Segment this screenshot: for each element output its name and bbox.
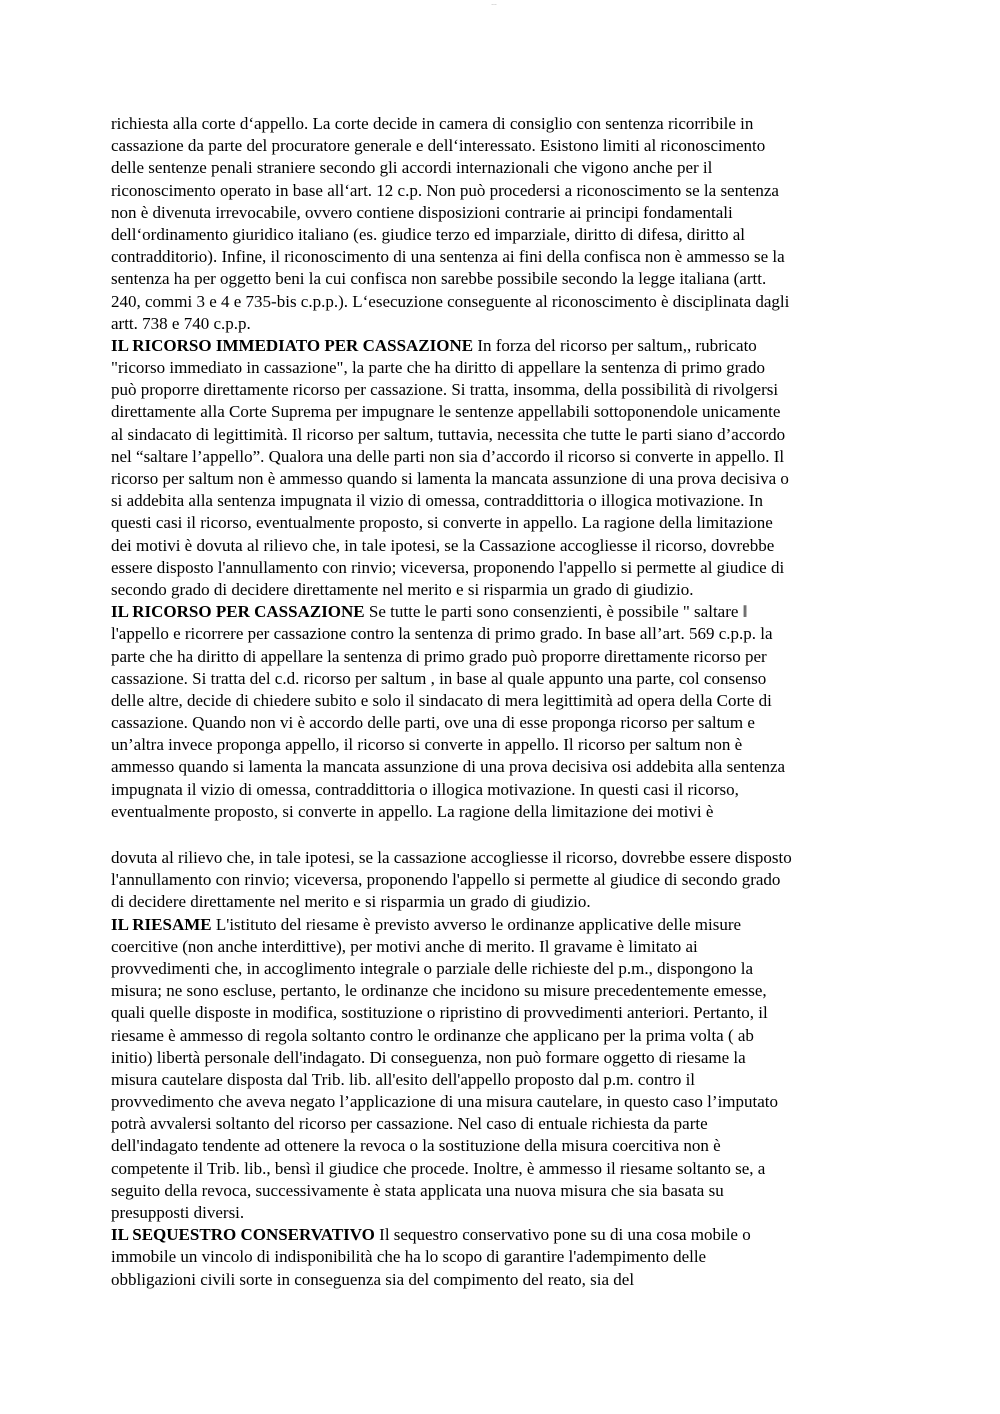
line-text: competente il Trib. lib., bensì il giudice che procede. Inoltre, è ammesso il riesame soltanto se, a (111, 1158, 766, 1178)
text-line (111, 1180, 891, 1202)
line-text: coercitive (non anche interdittive), per motivi anche di merito. Il gravame è limitato ai (111, 936, 698, 956)
text-line (111, 1246, 891, 1268)
text-line (111, 936, 891, 958)
line-text: può proporre direttamente ricorso per cassazione. Si tratta, insomma, della possibilità di rivolgersi (111, 380, 779, 400)
text-line (111, 623, 891, 645)
line-text: immobile un vincolo di indisponibilità che ha lo scopo di garantire l'adempimento delle (111, 1247, 707, 1267)
line-text: seguito della revoca, successivamente è stata applicata una nuova misura che sia basata su (111, 1180, 724, 1200)
line-text: 240, commi 3 e 4 e 735-bis c.p.p.). L‘esecuzione conseguente al riconoscimento è disciplinata dagli (111, 291, 790, 311)
text-line (111, 980, 891, 1002)
text-line (111, 1069, 891, 1091)
line-text: ammesso quando si lamenta la mancata assunzione di una prova decisiva osi addebita alla sentenza (111, 757, 786, 777)
line-text: al sindacato di legittimità. Il ricorso per saltum, tuttavia, necessita che tutte le parti siano d’accordo (111, 424, 786, 444)
text-line (111, 756, 891, 778)
text-block-lower (111, 847, 891, 1291)
line-text: nel “saltare l’appello”. Qualora una delle parti non sia d’accordo il ricorso si converte in appello. Il (111, 446, 785, 466)
line-text: di decidere direttamente nel merito e si risparmia un grado di giudizio. (111, 892, 591, 912)
text-line (111, 869, 891, 891)
line-text: direttamente alla Corte Suprema per impugnare le sentenze appellabili sottoponendole unicamente (111, 402, 781, 422)
text-line (111, 1002, 891, 1024)
line-text: non è divenuta irrevocabile, ovvero contiene disposizioni contrarie ai principi fondamentali (111, 202, 733, 222)
text-line (111, 1135, 891, 1157)
line-text: Il sequestro conservativo pone su di una cosa mobile o (374, 1225, 751, 1245)
line-text: misura; ne sono escluse, pertanto, le ordinanze che incidono su misure precedentemente emesse, (111, 981, 767, 1001)
line-text: questi casi il ricorso, eventualmente proposto, si converte in appello. La ragione della limitazione (111, 513, 773, 533)
text-line (111, 847, 891, 869)
text-line (111, 712, 891, 734)
line-text: presupposti diversi. (111, 1203, 245, 1222)
line-text: misura cautelare disposta dal Trib. lib. all'esito dell'appello proposto dal p.m. contro il (111, 1069, 696, 1089)
line-text: In forza del ricorso per saltum,, rubricato (473, 335, 757, 355)
section-heading: IL RICORSO PER CASSAZIONE (111, 602, 365, 622)
section-heading: IL RICORSO IMMEDIATO PER CASSAZIONE (111, 335, 474, 355)
line-text: potrà avvalersi soltanto del ricorso per cassazione. Nel caso di entuale richiesta da parte (111, 1114, 708, 1134)
text-line (111, 601, 891, 623)
text-line (111, 557, 891, 579)
page-header-mark: … (491, 1, 497, 7)
line-text: delle sentenze penali straniere secondo gli accordi internazionali che vigono anche per il (111, 158, 713, 178)
line-text: cassazione. Quando non vi è accordo delle parti, ove una di esse proponga ricorso per saltum e (111, 713, 755, 733)
text-line (111, 401, 891, 423)
line-text: Se tutte le parti sono consenzienti, è possibile " saltare ‖ (364, 602, 748, 622)
text-line (111, 335, 891, 357)
line-text: riesame è ammesso di regola soltanto contro le ordinanze che applicano per la prima volta ( ab (111, 1025, 754, 1045)
text-line (111, 1269, 891, 1291)
line-text: essere disposto l'annullamento con rinvio; viceversa, proponendo l'appello si permette al giudice di (111, 557, 785, 577)
line-text: secondo grado di decidere direttamente nel merito e si risparmia un grado di giudizio. (111, 579, 694, 599)
text-line (111, 313, 891, 335)
line-text: provvedimento che aveva negato l’applicazione di una misura cautelare, in questo caso l’imputato (111, 1092, 779, 1112)
line-text: delle altre, decide di chiedere subito e solo il sindacato di mera legittimità ad opera della Corte di (111, 690, 772, 710)
text-line (111, 512, 891, 534)
line-text: "ricorso immediato in cassazione", la parte che ha diritto di appellare la sentenza di primo grado (111, 358, 765, 378)
line-text: un’altra invece proponga appello, il ricorso si converte in appello. Il ricorso per saltum non è (111, 735, 743, 755)
text-line (111, 1047, 891, 1069)
line-text: dei motivi è dovuta al rilievo che, in tale ipotesi, se la Cassazione accogliesse il ricorso, dovrebbe (111, 535, 775, 555)
text-line (111, 268, 891, 290)
text-line (111, 468, 891, 490)
text-line (111, 357, 891, 379)
text-line (111, 1113, 891, 1135)
text-line (111, 157, 891, 179)
line-text: ricorso per saltum non è ammesso quando si lamenta la mancata assunzione di una prova decisiva o (111, 469, 789, 488)
line-text: richiesta alla corte d‘appello. La corte decide in camera di consiglio con sentenza ricorribile in (111, 114, 754, 133)
line-text: L'istituto del riesame è previsto avverso le ordinanze applicative delle misure (211, 914, 742, 934)
text-line (111, 1091, 891, 1113)
line-text: dell'indagato tendente ad ottenere la revoca o la sostituzione della misura coercitiva non è (111, 1136, 721, 1156)
line-text: l'appello e ricorrere per cassazione contro la sentenza di primo grado. In base all’art. 569 c.p.p. la (111, 624, 773, 644)
line-text: impugnata il vizio di omessa, contraddittoria o illogica motivazione. In questi casi il ricorso, (111, 779, 739, 799)
text-line (111, 1158, 891, 1180)
text-line (111, 224, 891, 246)
line-text: dovuta al rilievo che, in tale ipotesi, se la cassazione accogliesse il ricorso, dovrebbe essere disposto (111, 848, 792, 867)
text-line (111, 958, 891, 980)
line-text: si addebita alla sentenza impugnata il vizio di omessa, contraddittoria o illogica motivazione. In (111, 491, 763, 511)
text-line (111, 135, 891, 157)
line-text: initio) libertà personale dell'indagato. Di conseguenza, non può formare oggetto di riesame la (111, 1047, 746, 1067)
text-line (111, 202, 891, 224)
text-line (111, 646, 891, 668)
line-text: provvedimenti che, in accoglimento integrale o parziale delle richieste del p.m., dispongono la (111, 958, 754, 978)
text-line (111, 891, 891, 913)
text-line (111, 914, 891, 936)
text-line (111, 734, 891, 756)
text-line (111, 668, 891, 690)
line-text: obbligazioni civili sorte in conseguenza sia del compimento del reato, sia del (111, 1269, 635, 1289)
text-line (111, 246, 891, 268)
section-heading: IL SEQUESTRO CONSERVATIVO (111, 1225, 375, 1245)
line-text: dell‘ordinamento giuridico italiano (es. giudice terzo ed imparziale, diritto di difesa, diritto al (111, 224, 745, 244)
line-text: artt. 738 e 740 c.p.p. (111, 313, 251, 333)
text-line (111, 291, 891, 313)
line-text: quali quelle disposte in modifica, sostituzione o ripristino di provvedimenti anteriori. Pertanto, il (111, 1003, 768, 1023)
text-line (111, 779, 891, 801)
line-text: parte che ha diritto di appellare la sentenza di primo grado può proporre direttamente ricorso per (111, 646, 767, 666)
line-text: eventualmente proposto, si converte in appello. La ragione della limitazione dei motivi è (111, 801, 714, 821)
text-line (111, 579, 891, 601)
text-line (111, 180, 891, 202)
text-block-upper (111, 113, 891, 823)
line-text: contradditorio). Infine, il riconoscimento di una sentenza ai fini della confisca non è ammesso se la (111, 247, 785, 267)
text-line (111, 1025, 891, 1047)
text-line (111, 424, 891, 446)
text-line (111, 801, 891, 823)
text-line (111, 113, 891, 135)
text-line (111, 535, 891, 557)
line-text: cassazione da parte del procuratore generale e dell‘interessato. Esistono limiti al riconoscimento (111, 136, 766, 156)
line-text: riconoscimento operato in base all‘art. 12 c.p. Non può procedersi a riconoscimento se la sentenza (111, 180, 779, 200)
text-line (111, 446, 891, 468)
line-text: l'annullamento con rinvio; viceversa, proponendo l'appello si permette al giudice di secondo grado (111, 870, 781, 890)
text-line (111, 490, 891, 512)
text-line (111, 1202, 891, 1224)
text-line (111, 690, 891, 712)
line-text: sentenza ha per oggetto beni la cui confisca non sarebbe possibile secondo la legge italiana (artt. (111, 269, 767, 289)
section-heading: IL RIESAME (111, 914, 212, 934)
text-line (111, 1224, 891, 1246)
line-text: cassazione. Si tratta del c.d. ricorso per saltum , in base al quale appunto una parte, col consenso (111, 668, 767, 688)
text-line (111, 379, 891, 401)
